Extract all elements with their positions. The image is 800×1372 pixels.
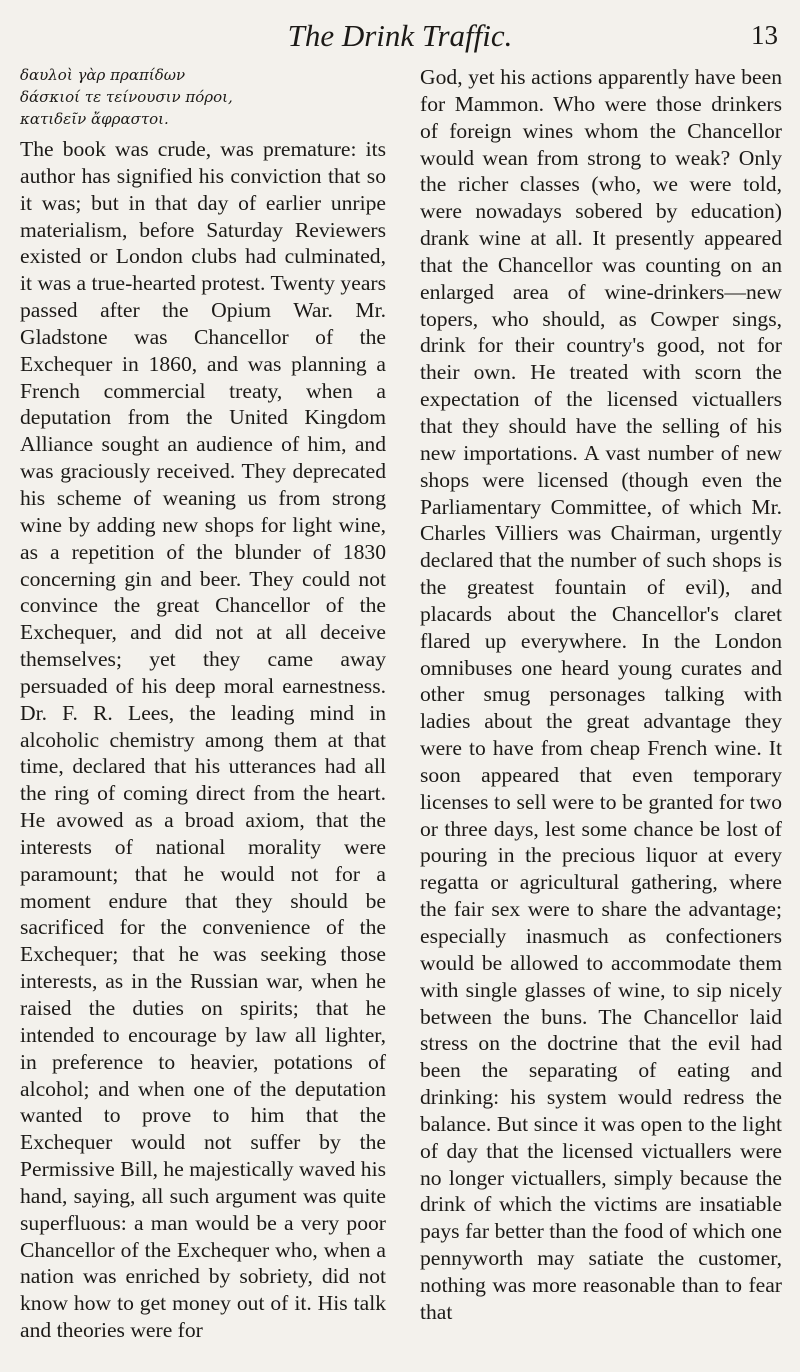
epigraph-line: κατιδεῖν ἄφραστοι.	[20, 110, 169, 128]
right-column	[420, 64, 782, 1326]
right-column-text: God, yet his actions apparently have been for Mammon. Who were those drinkers of foreign wines whom the Chancellor would wean from strong to weak? Only the richer classes (who, we were told, were nowadays sobered by education) drank wine at all. It presently appeared that the Chancellor was counting on an enlarged area of wine-drinkers—new topers, who should, as Cowper sings, drink for their country's good, not for their own. He treated with scorn the expectation of the licensed victuallers that they should have the selling of his new importations. A vast number of new shops were licensed (though even the Parliamentary Committee, of which Mr. Charles Villiers was Chairman, urgently declared that the number of such shops is the greatest fountain of evil), and placards about the Chancellor's claret flared up everywhere. In the London omnibuses one heard young curates and other smug personages talking with ladies about the great advantage they were to have from cheap French wine. It soon appeared that even temporary licenses to sell were to be granted for two or three days, lest some chance be lost of pouring in the precious liquor at every regatta or agricultural gathering, where the fair sex were to share the advantage; especially inasmuch as confectioners would be allowed to accommodate them with single glasses of wine, to sip nicely between the buns. The Chancellor laid stress on the doctrine that the evil had been the separating of eating and drinking: his system would redress the balance. But since it was open to the light of day that the licensed victuallers were no longer victuallers, simply because the drink of which the victims are insatiable pays far better than the food of which one pennyworth may satiate the customer, nothing was more reasonable than to fear that	[420, 65, 782, 1324]
epigraph-line: δάσκιοί τε τείνουσιν πόροι,	[20, 88, 233, 106]
epigraph-line: δαυλοὶ γὰρ πραπίδων	[20, 66, 186, 84]
left-column	[20, 64, 386, 1344]
page-number: 13	[751, 20, 778, 50]
running-header	[0, 14, 800, 54]
left-column-text: The book was crude, was premature: its author has signified his conviction that so it was; but in that day of earlier unripe materialism, before Saturday Reviewers existed or London clubs had culminated, it was a true-hearted protest. Twenty years passed after the Opium War. Mr. Gladstone was Chancellor of the Exchequer in 1860, and was planning a French commercial treaty, when a deputation from the United Kingdom Alliance sought an audience of him, and was graciously received. They deprecated his scheme of weaning us from strong wine by adding new shops for light wine, as a repetition of the blunder of 1830 concerning gin and beer. They could not convince the great Chancellor of the Exchequer, and did not at all deceive themselves; yet they came away persuaded of his deep moral earnestness. Dr. F. R. Lees, the leading mind in alcoholic chemistry among them at that time, declared that his utterances had all the ring of coming direct from the heart. He avowed as a broad axiom, that the interests of national morality were paramount; that he would not for a moment endure that they should be sacrificed for the convenience of the Exchequer; that he was seeking those interests, as in the Russian war, when he raised the duties on spirits; that he intended to encourage by law all lighter, in preference to heavier, potations of alcohol; and when one of the deputation wanted to prove to him that the Exchequer would not suffer by the Permissive Bill, he majestically waved his hand, saying, all such argument was quite superfluous: a man would be a very poor Chancellor of the Exchequer who, when a nation was enriched by sobriety, did not know how to get money out of it. His talk and theories were for	[20, 137, 386, 1343]
greek-epigraph	[20, 64, 386, 130]
running-title: The Drink Traffic.	[287, 18, 513, 53]
